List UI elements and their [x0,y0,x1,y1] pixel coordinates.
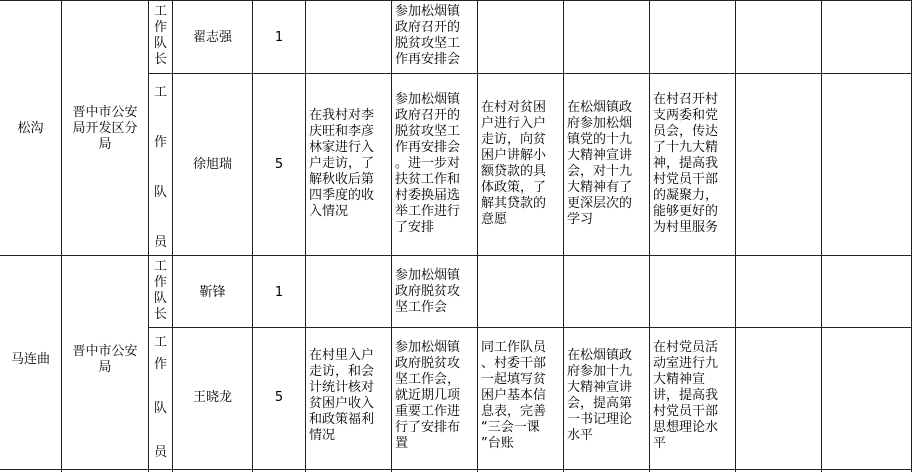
visit-text: 在村里入户 走访，和会 计统计核对 贫困户收入 和政策福利 情况 [309,348,375,443]
role-cell [149,256,173,328]
policy-cell [478,328,564,472]
unit-name: 晋中市公安 局 [72,344,138,375]
work-text: 参加松烟镇 政府脱贫攻 坚工作会 [395,268,461,315]
role-cell [149,74,173,256]
empty-cell [736,74,822,256]
village-name: 松沟 [17,121,44,136]
study-text: 在松烟镇政 府参加松烟 镇党的十九 大精神宣讲 会，对十九 大精神有了 更深层次的 学习 [567,100,633,227]
member-name: 翟志强 [192,30,232,45]
village-cell [0,256,62,472]
party-cell [650,328,736,472]
role-label: 工 作 队 员 [153,335,167,460]
unit-cell [62,256,149,472]
visit-cell [306,74,392,256]
party-text: 在村召开村 支两委和党 员会，传达 了十九大精 神，提高我 村党员干部 的凝聚力， 能够更好的 为村里服务 [653,92,719,235]
empty-cell [736,256,822,328]
member-name: 徐旭瑞 [192,157,232,172]
study-cell [564,74,650,256]
bottom-edge-line [0,469,912,470]
count-cell [253,74,306,256]
count-cell [253,1,306,74]
role-cell [149,328,173,472]
count-value: 5 [274,157,284,172]
empty-cell [822,1,912,74]
work-text: 参加松烟镇 政府脱贫攻 坚工作会， 就近期几项 重要工作进 行了安排布 置 [395,340,461,451]
work-cell [392,1,478,74]
study-text: 在松烟镇政 府参加十九 大精神宣讲 会，提高第 一书记理论 水平 [567,348,633,443]
name-cell [173,256,253,328]
count-value: 5 [274,390,284,405]
count-value: 1 [274,30,284,45]
empty-cell [736,328,822,472]
name-cell [173,74,253,256]
visit-cell [306,1,392,74]
study-cell [564,1,650,74]
unit-cell [62,1,149,256]
visit-cell [306,328,392,472]
empty-cell [822,328,912,472]
party-cell [650,74,736,256]
name-cell [173,328,253,472]
empty-cell [822,256,912,328]
role-label: 工 作 队 员 [153,85,167,250]
count-value: 1 [274,285,284,300]
policy-text: 同工作队员 、村委干部 一起填写贫 困户基本信 息表，完善 “三会一课 ”台账 [481,340,547,451]
village-cell [0,1,62,256]
empty-cell [822,74,912,256]
role-cell [149,1,173,74]
count-cell [253,256,306,328]
count-cell [253,328,306,472]
policy-cell [478,74,564,256]
member-name: 靳锋 [199,285,226,300]
policy-cell [478,256,564,328]
policy-text: 在村对贫困 户进行入户 走访，向贫 困户讲解小 额贷款的具 体政策，了 解其贷款的 意愿 [481,100,547,227]
work-cell [392,328,478,472]
study-cell [564,328,650,472]
party-cell [650,256,736,328]
work-text: 参加松烟镇 政府召开的 脱贫攻坚工 作再安排会 。进一步对 扶贫工作和 村委换届选 举工作进行 了安排 [395,92,461,235]
role-label: 工 作 队 长 [153,259,167,322]
party-cell [650,1,736,74]
work-cell [392,74,478,256]
village-name: 马连曲 [10,352,50,367]
member-name: 王晓龙 [192,390,232,405]
party-text: 在村党员活 动室进行九 大精神宣 讲，提高我 村党员干部 思想理论水 平 [653,340,719,451]
name-cell [173,1,253,74]
unit-name: 晋中市公安 局开发区分 局 [72,105,138,152]
empty-cell [736,1,822,74]
visit-cell [306,256,392,328]
study-cell [564,256,650,328]
visit-text: 在我村对李 庆旺和李彦 林家进行入 户走访，了 解秋收后第 四季度的收 入情况 [309,108,375,219]
work-text: 参加松烟镇 政府召开的 脱贫攻坚工 作再安排会 [395,4,461,67]
role-label: 工 作 队 长 [153,4,167,67]
policy-cell [478,1,564,74]
work-cell [392,256,478,328]
